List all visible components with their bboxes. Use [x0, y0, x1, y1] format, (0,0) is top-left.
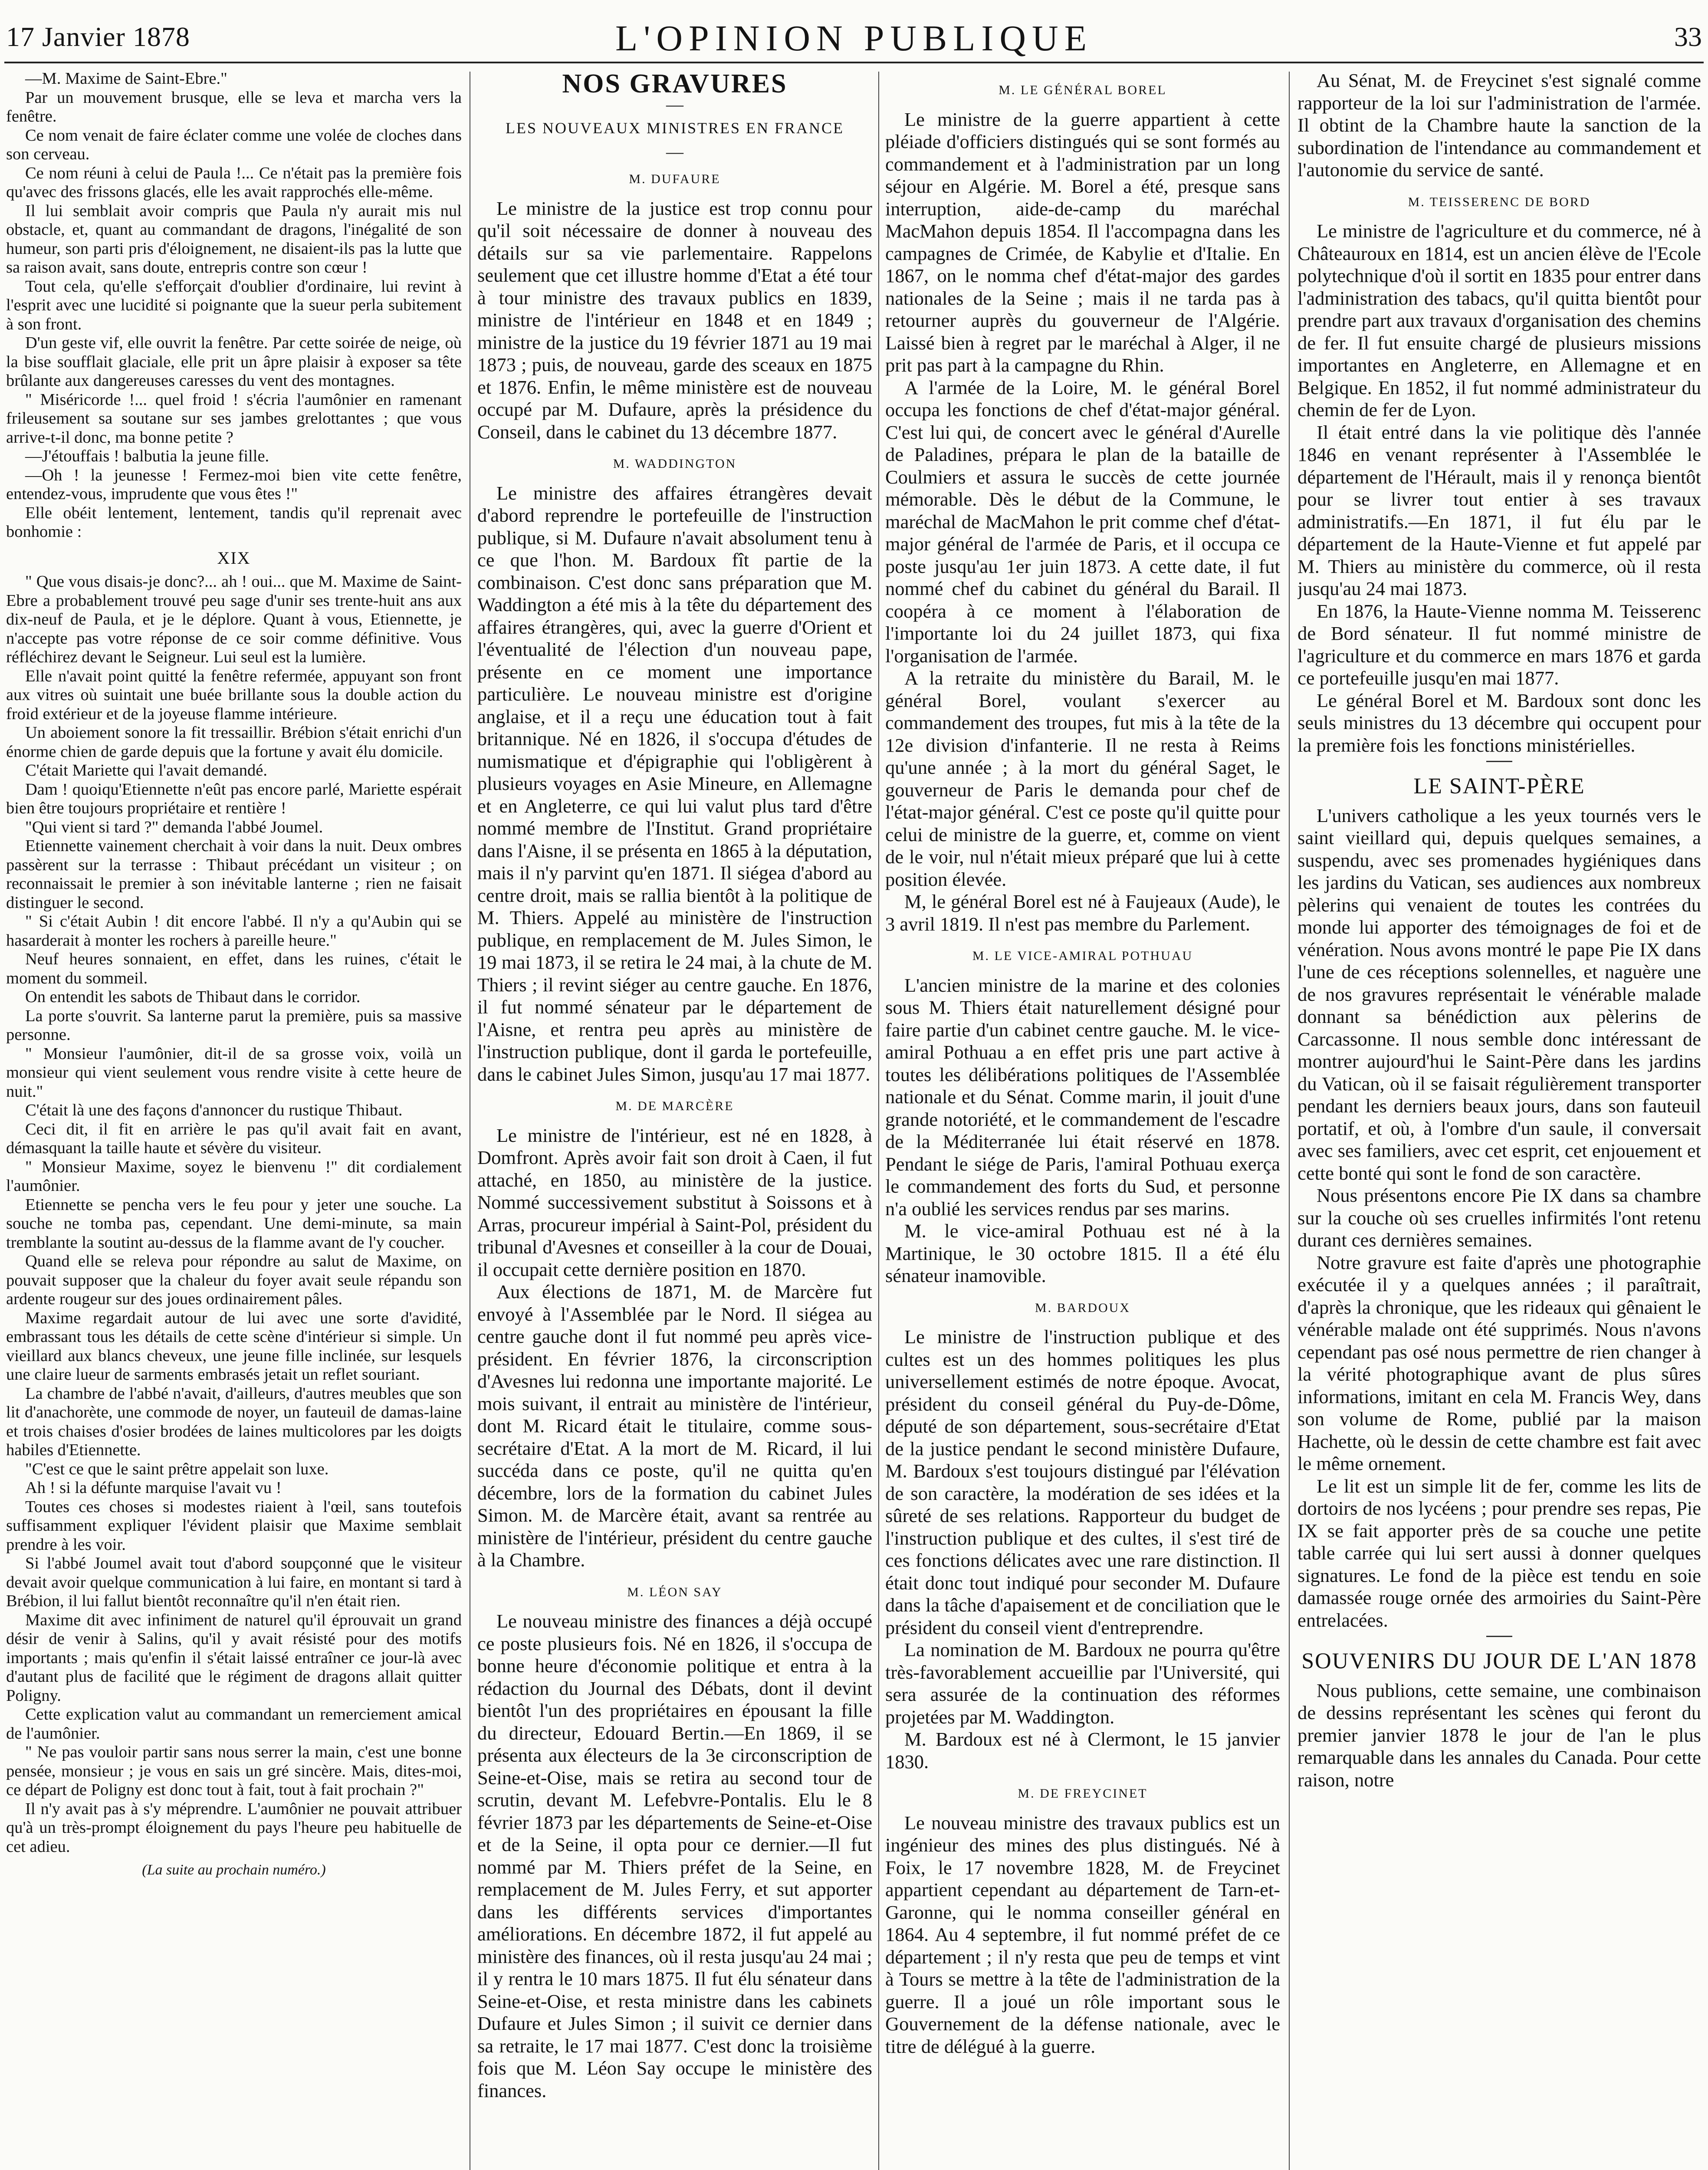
- serial-paragraph: Par un mouvement brusque, elle se leva et marcha vers la fenêtre.: [6, 88, 462, 125]
- serial-paragraph: " Si c'était Aubin ! dit encore l'abbé. Il n'y a qu'Aubin qui se hasarderait à monter les rochers à pareille heure.": [6, 912, 462, 950]
- paragraph-teisserenc-4: Le général Borel et M. Bardoux sont donc les seuls ministres du 13 décembre qui occupent pour la première fois les fonctions ministérielles.: [1297, 689, 1701, 756]
- paragraph-bardoux-3: M. Bardoux est né à Clermont, le 15 janvier 1830.: [885, 1728, 1280, 1772]
- header-rule: [4, 62, 1704, 63]
- serial-paragraph: La porte s'ouvrit. Sa lanterne parut la première, puis sa massive personne.: [6, 1006, 462, 1044]
- section-title-souvenirs: SOUVENIRS DU JOUR DE L'AN 1878: [1301, 1649, 1697, 1674]
- serial-paragraph: " Miséricorde !... quel froid ! s'écria l'aumônier en ramenant frileusement sa soutane sur ses jambes grelottantes ; que vous arrive-t-il donc, ma bonne petite ?: [6, 390, 462, 447]
- paragraph-teisserenc-2: Il était entré dans la vie politique dès l'année 1846 en venant représenter à l'Assemblée le département de l'Hérault, mais il y renonça bientôt pour se livrer tout entier à ses travaux administratifs.—En 1871, il fut élu par le département de la Haute-Vienne et fut appelé par M. Thiers au ministère du commerce, où il resta jusqu'au 24 mai 1873.: [1297, 421, 1701, 599]
- serial-paragraph: C'était Mariette qui l'avait demandé.: [25, 761, 268, 779]
- serial-paragraph: C'était là une des façons d'annoncer du rustique Thibaut.: [25, 1101, 403, 1119]
- serial-paragraph: " Ne pas vouloir partir sans nous serrer la main, c'est une bonne pensée, monsieur ; je vous en sais un gré sincère. Mais, dites-moi, ce départ de Poligny est donc tout à fait, tout à fait prochain ?": [6, 1743, 462, 1799]
- serial-paragraph: Elle obéit lentement, lentement, tandis qu'il reprenait avec bonhomie :: [6, 503, 462, 541]
- heading-bardoux: M. BARDOUX: [1035, 1300, 1131, 1315]
- newspaper-title: L'OPINION PUBLIQUE: [615, 18, 1093, 59]
- serial-paragraph: Quand elle se releva pour répondre au salut de Maxime, on pouvait supposer que la chaleur du foyer avait seule répandu son ardente rougeur sur des joues ordinairement pâles.: [6, 1252, 462, 1308]
- serial-paragraph: Il lui semblait avoir compris que Paula n'y aurait mis nul obstacle, et, quant au commandant de dragons, l'inégalité de son humeur, son parti pris d'éloignement, ne disaient-ils pas la lutte que sa raison avait, sans doute, entrepris contre son cœur !: [6, 201, 462, 276]
- title-dash: —: [666, 94, 683, 114]
- serial-paragraph: Toutes ces choses si modestes riaient à l'œil, sans toutefois suffisamment expliquer l'évident plaisir que Maxime semblait prendre à les voir.: [6, 1497, 462, 1554]
- paragraph-borel-3: A la retraite du ministère du Barail, M. le général Borel, voulant s'exercer au commandement des troupes, fut mis à la tête de la 12e division d'infanterie. Il ne resta à Reims qu'une année ; à la mort du général Saget, le gouverneur de Paris le demanda pour chef de l'état-major général. C'est ce poste qu'il quitte pour celui de ministre de la guerre, et, comme on vient de le voir, nul n'était mieux préparé que lui à cette position élevée.: [885, 667, 1280, 890]
- paragraph-borel-4: M, le général Borel est né à Faujeaux (Aude), le 3 avril 1819. Il n'est pas membre du Parlement.: [885, 891, 1280, 935]
- serial-paragraph: "C'est ce que le saint prêtre appelait son luxe.: [25, 1460, 329, 1478]
- paragraph-marcere-1: Le ministre de l'intérieur, est né en 1828, à Domfront. Après avoir fait son droit à Caen, il fut attaché, en 1850, au ministère de la justice. Nommé successivement substitut à Soissons et à Arras, procureur impérial à Saint-Pol, président du tribunal d'Avesnes et conseiller à la cour de Douai, il occupait cette dernière position en 1870.: [477, 1124, 872, 1280]
- serial-paragraph: "Qui vient si tard ?" demanda l'abbé Joumel.: [25, 818, 323, 836]
- heading-borel: M. LE GÉNÉRAL BOREL: [999, 83, 1167, 97]
- serial-paragraph: Dam ! quoiqu'Etiennette n'eût pas encore parlé, Mariette espérait bien être toujours propriétaire et rentière !: [6, 780, 462, 817]
- column-divider: [878, 72, 879, 2170]
- serial-paragraph: Etiennette se pencha vers le feu pour y jeter une souche. La souche ne tomba pas, cependant. Une demi-minute, sa main tremblante la soutint au-dessus de la flamme avant de l'y coucher.: [6, 1195, 462, 1252]
- paragraph-saint-pere-4: Le lit est un simple lit de fer, comme les lits de dortoirs de nos lycéens ; pour prendre ses repas, Pie IX se fait apporter près de sa couche une petite table carrée qui lui sert aussi à donner quelques signatures. Le fond de la pièce est tendu en soie damassée rouge ornée des armoiries du Saint-Père entrelacées.: [1297, 1475, 1701, 1631]
- paragraph-bardoux-1: Le ministre de l'instruction publique et des cultes est un des hommes politiques les plus universellement estimés de notre époque. Avocat, président du conseil général du Puy-de-Dôme, député de son département, sous-secrétaire d'Etat de la justice pendant le second ministère Dufaure, M. Bardoux s'est toujours distingué par l'élévation de son caractère, la modération de ses idées et la sûreté de ses relations. Rapporteur du budget de l'instruction publique et des cultes, il s'est tiré de ces fonctions délicates avec une rare distinction. Il était donc tout indiqué pour seconder M. Dufaure dans la tâche d'apaisement et de conciliation que le président du conseil vient d'entreprendre.: [885, 1326, 1280, 1638]
- subtitle-dash: —: [666, 142, 683, 161]
- gravures-column-one: [477, 69, 872, 2170]
- section-divider: [1486, 1636, 1512, 1637]
- section-divider: [1486, 761, 1512, 762]
- serial-paragraph: D'un geste vif, elle ouvrit la fenêtre. Par cette soirée de neige, où la bise soufflait glaciale, elle prit un âpre plaisir à exposer sa tête brûlante aux dangereuses caresses du vent des montagnes.: [6, 334, 462, 390]
- gravures-column-three: [1297, 69, 1701, 2170]
- paragraph-dufaure: Le ministre de la justice est trop connu pour qu'il soit nécessaire de donner à nouveau des détails sur sa vie parlementaire. Rappelons seulement que cet illustre homme d'Etat a été tour à tour ministre des travaux publics en 1839, ministre de l'intérieur en 1848 et en 1849 ; ministre de la justice du 19 février 1871 au 19 mai 1873 ; puis, de nouveau, garde des sceaux en 1875 et 1876. Enfin, le même ministère est de nouveau occupé par M. Dufaure, après la présidence du Conseil, dans le cabinet du 13 décembre 1877.: [477, 197, 872, 443]
- paragraph-freycinet-1: Le nouveau ministre des travaux publics est un ingénieur des mines des plus distingués. Né à Foix, le 17 novembre 1828, M. de Freycinet appartient cependant au département de Tarn-et-Garonne, qui le nomma conseiller général en 1864. Au 4 septembre, il fut nommé préfet de ce département ; il n'y resta que peu de temps et vint à Tours se mettre à la tête de l'administration de la guerre. Il a joué un rôle important sous le Gouvernement de la défense nationale, avec le titre de délégué à la guerre.: [885, 1812, 1280, 2057]
- heading-waddington: M. WADDINGTON: [613, 457, 737, 471]
- paragraph-saint-pere-2: Nous présentons encore Pie IX dans sa chambre sur la couche où ses cruelles infirmités l'ont retenu durant ces dernières semaines.: [1297, 1184, 1701, 1251]
- serial-story-column: [6, 69, 462, 2170]
- serial-paragraph: " Monsieur Maxime, soyez le bienvenu !" dit cordialement l'aumônier.: [6, 1157, 462, 1195]
- page-header: [0, 0, 1708, 61]
- paragraph-pothuau-1: L'ancien ministre de la marine et des colonies sous M. Thiers était naturellement désigné pour faire partie d'un cabinet centre gauche. M. le vice-amiral Pothuau a en effet pris une part active à toutes les délibérations politiques de l'Assemblée nationale et du Sénat. Comme marin, il jouit d'une grande notoriété, et le commandement de l'escadre de la Méditerranée lui était réservé en 1878. Pendant le siége de Paris, l'amiral Pothuau exerça le commandement des forts du Sud, et personne n'a oublié les services rendus par ses marins.: [885, 974, 1280, 1220]
- paragraph-marcere-2: Aux élections de 1871, M. de Marcère fut envoyé à l'Assemblée par le Nord. Il siégea au centre gauche dont il fut nommé peu après vice-président. En février 1876, la circonscription d'Avesnes lui redonna une importante majorité. Le mois suivant, il entrait au ministère de l'intérieur, dont M. Ricard était le titulaire, comme sous-secrétaire d'Etat. A la mort de M. Ricard, il lui succéda dans ce poste, qu'il ne quitta qu'en décembre, lors de la formation du cabinet Jules Simon. M. de Marcère était, avant sa rentrée au ministère de l'intérieur, président du centre gauche à la Chambre.: [477, 1281, 872, 1571]
- serial-part-two: [6, 572, 462, 1856]
- page-number: 33: [1674, 21, 1702, 52]
- serial-paragraph: Maxime dit avec infiniment de naturel qu'il éprouvait un grand désir de venir à Salins, qu'il y avait résisté pour des motifs importants ; mais qu'enfin il s'était laissé entraîner ce jour-là avec d'autant plus de facilité que le régiment de dragons allait quitter Poligny.: [6, 1611, 462, 1705]
- heading-dufaure: M. DUFAURE: [629, 172, 721, 186]
- continued-note: (La suite au prochain numéro.): [142, 1862, 326, 1878]
- serial-paragraph: Il n'y avait pas à s'y méprendre. L'aumônier ne pouvait attribuer qu'à un très-prompt éloignement du pays l'heure peu habituelle de cet adieu.: [6, 1799, 462, 1856]
- issue-date: 17 Janvier 1878: [6, 21, 190, 52]
- paragraph-freycinet-2: Au Sénat, M. de Freycinet s'est signalé comme rapporteur de la loi sur l'administration de l'armée. Il obtint de la Chambre haute la sanction de la subordination de l'intendance au commandement et l'autonomie du service de santé.: [1297, 69, 1701, 181]
- serial-paragraph: Tout cela, qu'elle s'efforçait d'oublier d'ordinaire, lui revint à l'esprit avec une lucidité si poignante que la sueur perla subitement à son front.: [6, 277, 462, 333]
- serial-paragraph: —J'étouffais ! balbutia la jeune fille.: [25, 447, 269, 465]
- paragraph-borel-2: A l'armée de la Loire, M. le général Borel occupa les fonctions de chef d'état-major général. C'est lui qui, de concert avec le général d'Aurelle de Paladines, prépara le plan de la bataille de Coulmiers et assura le succès de cette journée mémorable. Dès le début de la Commune, le maréchal de MacMahon le prit comme chef d'état-major général de l'armée de Paris, et il occupa ce poste jusqu'au 1er juin 1873. A cette date, il fut nommé chef du cabinet du général du Barail. Il coopéra à ce moment à l'élaboration de l'importante loi du 24 juillet 1873, qui fixa l'organisation de l'armée.: [885, 376, 1280, 667]
- paragraph-teisserenc-1: Le ministre de l'agriculture et du commerce, né à Châteauroux en 1814, est un ancien élève de l'Ecole polytechnique d'où il sortit en 1835 pour entrer dans l'administration des tabacs, qu'il quitta bientôt pour prendre part aux travaux d'organisation des chemins de fer. Il fut ensuite chargé de plusieurs missions importantes en Angleterre, en Allemagne et en Belgique. En 1852, il fut nommé administrateur du chemin de fer de Lyon.: [1297, 220, 1701, 421]
- column-divider: [1289, 72, 1290, 2170]
- serial-paragraph: Etiennette vainement cherchait à voir dans la nuit. Deux ombres passèrent sur la terrasse : Thibaut précédant un visiteur ; on reconnaissait le premier à son inévitable lanterne ; rien ne faisait distinguer le second.: [6, 837, 462, 912]
- serial-paragraph: " Monsieur l'aumônier, dit-il de sa grosse voix, voilà un monsieur qui vient seulement vous rendre visite à cette heure de nuit.": [6, 1044, 462, 1101]
- heading-marcere: M. DE MARCÈRE: [615, 1099, 734, 1113]
- heading-pothuau: M. LE VICE-AMIRAL POTHUAU: [972, 949, 1193, 963]
- paragraph-bardoux-2: La nomination de M. Bardoux ne pourra qu'être très-favorablement accueillie par l'Université, qui sera assurée de la continuation des réformes projetées par M. Waddington.: [885, 1639, 1280, 1728]
- serial-paragraph: —M. Maxime de Saint-Ebre.": [25, 69, 227, 88]
- paragraph-teisserenc-3: En 1876, la Haute-Vienne nomma M. Teisserenc de Bord sénateur. Il fut nommé ministre de l'agriculture et du commerce en mars 1876 et garda ce portefeuille jusqu'en mai 1877.: [1297, 600, 1701, 689]
- paragraph-pothuau-2: M. le vice-amiral Pothuau est né à la Martinique, le 30 octobre 1815. Il a été élu sénateur inamovible.: [885, 1220, 1280, 1286]
- serial-paragraph: Maxime regardait autour de lui avec une sorte d'avidité, embrassant tous les détails de cette scène d'intérieur si simple. Un vieillard aux blancs cheveux, une jeune fille inclinée, sur lesquels une claire lueur de sarments embrasés jetait un reflet souriant.: [6, 1309, 462, 1384]
- serial-part-one: [6, 69, 462, 542]
- paragraph-borel-1: Le ministre de la guerre appartient à cette pléiade d'officiers distingués qui se sont formés au commandement et à l'administration par un long séjour en Algérie. M. Borel a été, presque sans interruption, aide-de-camp du maréchal MacMahon depuis 1854. Il l'accompagna dans les campagnes de Crimée, de Kabylie et d'Italie. En 1867, on le nomma chef d'état-major des gardes nationales de la Seine ; mais il ne tarda pas à retourner auprès du gouverneur de l'Algérie. Laissé bien à regret par le maréchal à Alger, il ne prit pas part à la campagne du Rhin.: [885, 108, 1280, 376]
- serial-paragraph: —Oh ! la jeunesse ! Fermez-moi bien vite cette fenêtre, entendez-vous, imprudente que vous êtes !": [6, 466, 462, 503]
- serial-paragraph: " Que vous disais-je donc?... ah ! oui... que M. Maxime de Saint-Ebre a probablement trouvé peu sage d'unir ses trente-huit ans aux dix-neuf de Paula, et je le déplore. Quant à vous, Etiennette, je n'accepte pas votre réponse de ce soir comme définitive. Vous réfléchirez devant le Seigneur. Lui seul est la lumière.: [6, 572, 462, 666]
- serial-paragraph: Ah ! si la défunte marquise l'avait vu !: [25, 1479, 282, 1497]
- heading-freycinet: M. DE FREYCINET: [1018, 1786, 1148, 1801]
- serial-paragraph: Cette explication valut au commandant un remerciement amical de l'aumônier.: [6, 1705, 462, 1743]
- serial-paragraph: Un aboiement sonore la fit tressaillir. Brébion s'était enrichi d'un énorme chien de garde depuis que la fortune y avait élu domicile.: [6, 723, 462, 761]
- heading-say: M. LÉON SAY: [627, 1585, 723, 1599]
- section-title-gravures: NOS GRAVURES: [562, 69, 788, 99]
- section-title-saint-pere: LE SAINT-PÈRE: [1413, 774, 1585, 799]
- serial-paragraph: Neuf heures sonnaient, en effet, dans les ruines, c'était le moment du sommeil.: [6, 950, 462, 987]
- chapter-heading: XIX: [217, 548, 251, 568]
- serial-paragraph: La chambre de l'abbé n'avait, d'ailleurs, d'autres meubles que son lit d'anachorète, une commode de noyer, un fauteuil de damas-laine et trois chaises d'osier brodées de laines multicolores par les doigts habiles d'Etiennette.: [6, 1384, 462, 1459]
- heading-teisserenc: M. TEISSERENC DE BORD: [1408, 194, 1591, 209]
- section-subtitle: LES NOUVEAUX MINISTRES EN FRANCE: [505, 119, 844, 137]
- paragraph-souvenirs-1: Nous publions, cette semaine, une combinaison de dessins représentant les scènes qui feront du premier janvier 1878 le jour de l'an le plus remarquable dans les annales du Canada. Pour cette raison, notre: [1297, 1679, 1701, 1791]
- paragraph-say: Le nouveau ministre des finances a déjà occupé ce poste plusieurs fois. Né en 1826, il s'occupa de bonne heure d'économie politique et entra à la rédaction du Journal des Débats, dont il devint bientôt l'un des propriétaires en épousant la fille du directeur, Edouard Bertin.—En 1869, il se présenta aux électeurs de la 3e circonscription de Seine-et-Oise, mais se retira au second tour de scrutin, devant M. Lefebvre-Pontalis. Elu le 8 février 1873 par les départements de Seine-et-Oise et de la Seine, il opta pour ce dernier.—Il fut nommé par M. Thiers préfet de la Seine, en remplacement de M. Jules Ferry, et sut apporter dans les différents services d'importantes améliorations. En décembre 1872, il fut appelé au ministère des finances, où il resta jusqu'au 24 mai ; il y rentra le 10 mars 1875. Il fut élu sénateur dans Seine-et-Oise, et resta ministre dans les cabinets Dufaure et Jules Simon ; il suivit ce dernier dans sa retraite, le 17 mai 1877. C'est donc la troisième fois que M. Léon Say occupe le ministère des finances.: [477, 1610, 872, 2101]
- serial-paragraph: On entendit les sabots de Thibaut dans le corridor.: [25, 988, 361, 1006]
- gravures-column-two: [885, 69, 1280, 2170]
- serial-paragraph: Si l'abbé Joumel avait tout d'abord soupçonné que le visiteur devait avoir quelque communication à lui faire, en montant si tard à Brébion, il lui fallut bientôt reconnaître qu'il n'en était rien.: [6, 1554, 462, 1610]
- paragraph-saint-pere-1: L'univers catholique a les yeux tournés vers le saint vieillard qui, depuis quelques semaines, a suspendu, avec ses promenades hygiéniques dans les jardins du Vatican, ses audiences aux nombreux pèlerins qui venaient de toutes les contrées du monde lui apporter des témoignages de foi et de vénération. Nous avons montré le pape Pie IX dans l'une de ces réceptions solennelles, et naguère une de nos gravures représentait le vénérable malade donnant sa bénédiction aux pèlerins de Carcassonne. Il nous semble donc intéressant de montrer aujourd'hui le Saint-Père dans les jardins du Vatican, où il se faisait régulièrement transporter pendant les derniers beaux jours, dans son fauteuil portatif, et où, à l'ombre d'un saule, il conversait avec ses familiers, avec cet esprit, cet enjouement et cette bonté qui sont le fond de son caractère.: [1297, 804, 1701, 1184]
- serial-paragraph: Ce nom réuni à celui de Paula !... Ce n'était pas la première fois qu'avec des frissons glacés, elle les avait rapprochés elle-même.: [6, 164, 462, 201]
- serial-paragraph: Ceci dit, il fit en arrière le pas qu'il avait fait en avant, démasquant la taille haute et sévère du visiteur.: [6, 1120, 462, 1157]
- paragraph-saint-pere-3: Notre gravure est faite d'après une photographie exécutée il y a quelques années ; il paraîtrait, d'après la chronique, que les rideaux qui gênaient le vénérable malade ont été supprimés. Nous n'avons cependant pas osé nous permettre de rien changer à la vérité photographique avant de plus sûres informations, imitant en cela M. Francis Wey, dans son volume de Rome, publié par la maison Hachette, où le dessin de cette chambre est fait avec le même ornement.: [1297, 1251, 1701, 1474]
- paragraph-waddington: Le ministre des affaires étrangères devait d'abord reprendre le portefeuille de l'instruction publique, si M. Dufaure n'avait absolument tenu à ce que l'hon. M. Bardoux fît partie de la combinaison. C'est donc sans préparation que M. Waddington a été mis à la tête du département des affaires étrangères, qui, avec la guerre d'Orient et l'éventualité de l'élection d'un nouveau pape, présente en ce moment une importance particulière. Le nouveau ministre est d'origine anglaise, et il a reçu une éducation tout à fait britannique. Né en 1826, il s'occupa d'études de numismatique et d'épigraphie qui l'obligèrent à plusieurs voyages en Asie Mineure, en Allemagne et en Angleterre, ce qui lui valut plus tard d'être nommé membre de l'Institut. Grand propriétaire dans l'Aisne, il se présenta en 1865 à la députation, mais il n'y parvint qu'en 1871. Il siégea d'abord au centre droit, mais se rallia bientôt à la politique de M. Thiers. Appelé au ministère de l'instruction publique, en remplacement de M. Jules Simon, le 19 mai 1873, il se retira le 24 mai, à la chute de M. Thiers ; il revint siéger au centre gauche. En 1876, il fut nommé sénateur par le département de l'Aisne, et rentra peu après au ministère de l'instruction publique, dont il garda le portefeuille, dans le cabinet Jules Simon, jusqu'au 17 mai 1877.: [477, 482, 872, 1085]
- serial-paragraph: Ce nom venait de faire éclater comme une volée de cloches dans son cerveau.: [6, 126, 462, 163]
- serial-paragraph: Elle n'avait point quitté la fenêtre refermée, appuyant son front aux vitres où suintait une buée brillante sous la double action du froid extérieur et de la joyeuse flamme intérieure.: [6, 667, 462, 723]
